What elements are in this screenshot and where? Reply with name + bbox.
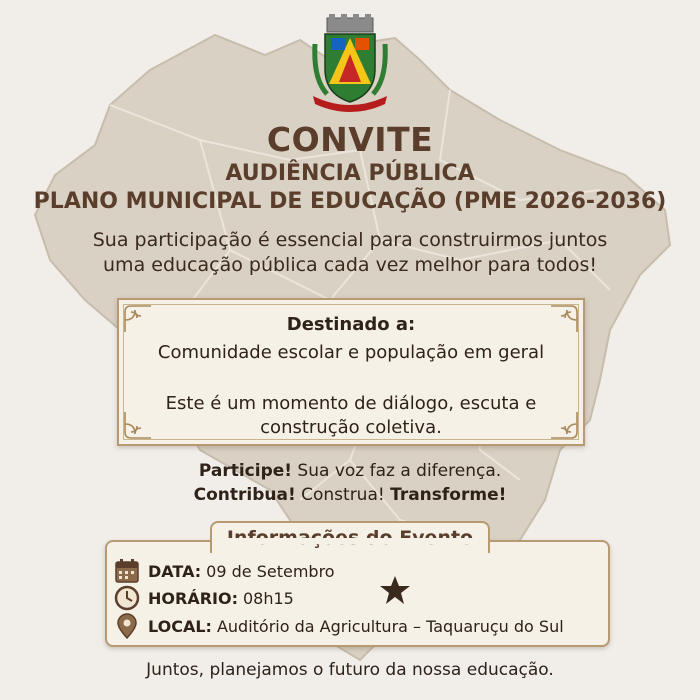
audience-note-line-2: construção coletiva. bbox=[260, 417, 442, 438]
cta-transforme: Transforme! bbox=[390, 485, 507, 505]
event-time-value: 08h15 bbox=[242, 588, 294, 608]
clock-icon bbox=[114, 585, 140, 611]
footer-text: Juntos, planejamos o futuro da nossa educação. bbox=[146, 660, 554, 680]
event-info-tab-joint bbox=[212, 538, 488, 544]
cta-construa: Construa! bbox=[295, 485, 391, 505]
event-time-label: HORÁRIO: bbox=[148, 588, 238, 608]
audience-note-line-1: Este é um momento de diálogo, escuta e bbox=[165, 393, 537, 414]
cta-participe: Participe! bbox=[198, 461, 293, 481]
event-location-label: LOCAL: bbox=[148, 616, 212, 636]
cta-line-1 bbox=[0, 459, 700, 483]
intro-line-1: Sua participação é essencial para construirmos juntos bbox=[92, 229, 608, 251]
event-location-value: Auditório da Agricultura – Taquaruçu do Sul bbox=[216, 616, 564, 636]
audience-note bbox=[119, 392, 583, 440]
location-pin-icon bbox=[114, 613, 140, 639]
municipal-coat-of-arms-icon bbox=[305, 14, 395, 114]
subtitle-line-2: PLANO MUNICIPAL DE EDUCAÇÃO (PME 2026-2036) bbox=[33, 189, 667, 214]
calendar-icon bbox=[114, 558, 140, 584]
event-date-label: DATA: bbox=[148, 561, 202, 581]
event-date-row bbox=[114, 557, 335, 585]
event-info-tab bbox=[210, 521, 490, 553]
cta-participe-rest: Sua voz faz a diferença. bbox=[292, 461, 502, 481]
event-location-row bbox=[114, 612, 564, 640]
event-date-value: 09 de Setembro bbox=[206, 561, 335, 581]
cta-line-2 bbox=[0, 483, 700, 507]
cta-contribua: Contribua! bbox=[193, 485, 296, 505]
audience-heading: Destinado a: bbox=[286, 314, 416, 335]
audience-box bbox=[117, 298, 585, 446]
audience-text: Comunidade escolar e população em geral bbox=[157, 342, 545, 363]
subtitle-line-1: AUDIÊNCIA PÚBLICA bbox=[225, 161, 475, 186]
intro-line-2: uma educação pública cada vez melhor para todos! bbox=[103, 254, 597, 276]
intro-text bbox=[0, 228, 700, 278]
event-subtitle bbox=[0, 160, 700, 216]
star-icon bbox=[379, 574, 411, 606]
event-time-row bbox=[114, 584, 294, 612]
call-to-action bbox=[0, 459, 700, 507]
invitation-title: CONVITE bbox=[266, 120, 434, 159]
